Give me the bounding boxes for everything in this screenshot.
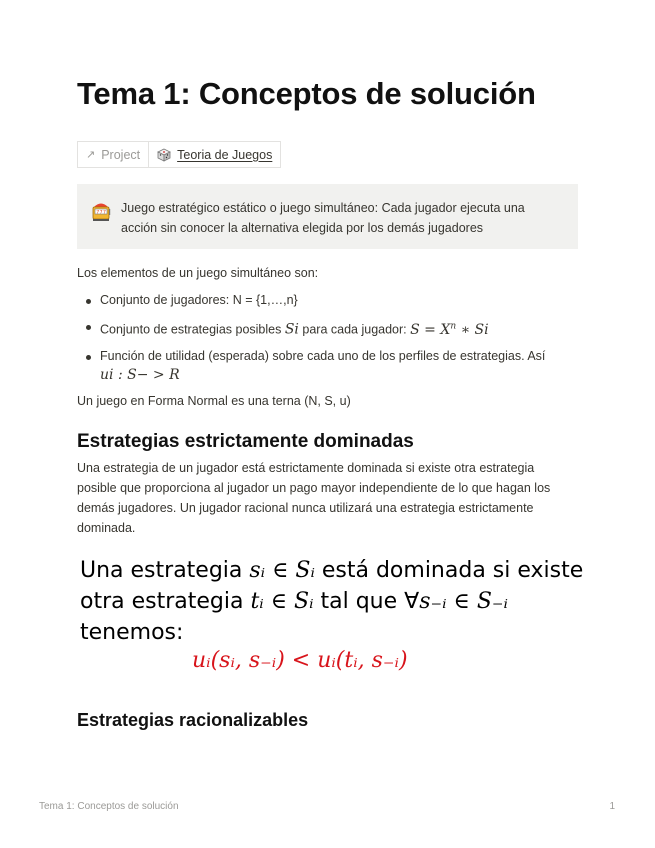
definition-text: tal que ∀	[313, 589, 420, 614]
arrow-up-right-icon: ↗	[86, 149, 96, 161]
math-inline: Si	[284, 321, 299, 338]
definition-line: tenemos:	[80, 620, 184, 645]
definition-text: Una estrategia	[80, 558, 250, 583]
footer-title: Tema 1: Conceptos de solución	[39, 801, 179, 812]
section-heading: Estrategias estrictamente dominadas	[77, 431, 414, 452]
svg-text:7: 7	[99, 210, 103, 216]
normal-form-text: Un juego en Forma Normal es una terna (N, S, u)	[77, 394, 351, 408]
math-inline: ui : S− > R	[100, 366, 180, 383]
definition-formula: uᵢ(sᵢ, s₋ᵢ) < uᵢ(tᵢ, s₋ᵢ)	[192, 648, 408, 673]
property-name-label: Project	[101, 147, 141, 162]
definition-text: otra estrategia	[80, 589, 251, 614]
list-item-text: Conjunto de jugadores: N = {1,…,n}	[100, 293, 298, 307]
definition-math: s₋ᵢ ∈ S₋ᵢ	[419, 589, 508, 614]
list-item	[77, 291, 577, 310]
definition-image	[80, 555, 584, 648]
callout	[77, 184, 578, 249]
property-value[interactable]	[149, 142, 280, 167]
math-part: ∗ Si	[456, 321, 489, 338]
definition-line	[80, 586, 580, 617]
slot-machine-icon	[91, 200, 111, 222]
definition-line	[80, 555, 584, 586]
math-part: S = X	[410, 321, 451, 338]
definition-math: sᵢ ∈ Sᵢ	[249, 558, 315, 583]
list-item-text: Conjunto de estrategias posibles	[100, 322, 285, 337]
page-title: Tema 1: Conceptos de solución	[77, 76, 536, 111]
property-row	[77, 141, 281, 168]
svg-text:7: 7	[96, 210, 100, 216]
list-item	[77, 347, 577, 385]
list-item	[77, 317, 577, 340]
section-body: Una estrategia de un jugador está estrictamente dominada si existe otra estrategia posible que proporciona al jugador un pago mayor independiente de lo que hagan los demás jugadores. Un jugador racional nunca utilizará una estrategia estrictamente dominada.	[77, 461, 551, 535]
project-link[interactable]: Teoria de Juegos	[177, 147, 273, 162]
elements-list	[77, 291, 577, 392]
math-superscript: n	[450, 321, 457, 331]
intro-text: Los elementos de un juego simultáneo son:	[77, 266, 319, 280]
callout-text: Juego estratégico estático o juego simultáneo: Cada jugador ejecuta una acción sin conocer la alternativa elegida por los demás jugadores	[121, 201, 525, 235]
property-name	[78, 142, 149, 167]
list-item-text: Función de utilidad (esperada) sobre cada uno de los perfiles de estrategias. Así	[100, 348, 546, 363]
svg-text:7: 7	[103, 210, 106, 216]
math-inline	[410, 322, 488, 338]
dice-icon	[157, 148, 171, 162]
definition-math: tᵢ ∈ Sᵢ	[250, 589, 314, 614]
page-number: 1	[609, 801, 615, 812]
section-heading: Estrategias racionalizables	[77, 710, 309, 730]
list-item-text: para cada jugador:	[298, 322, 411, 337]
definition-text: está dominada si existe	[314, 558, 584, 583]
